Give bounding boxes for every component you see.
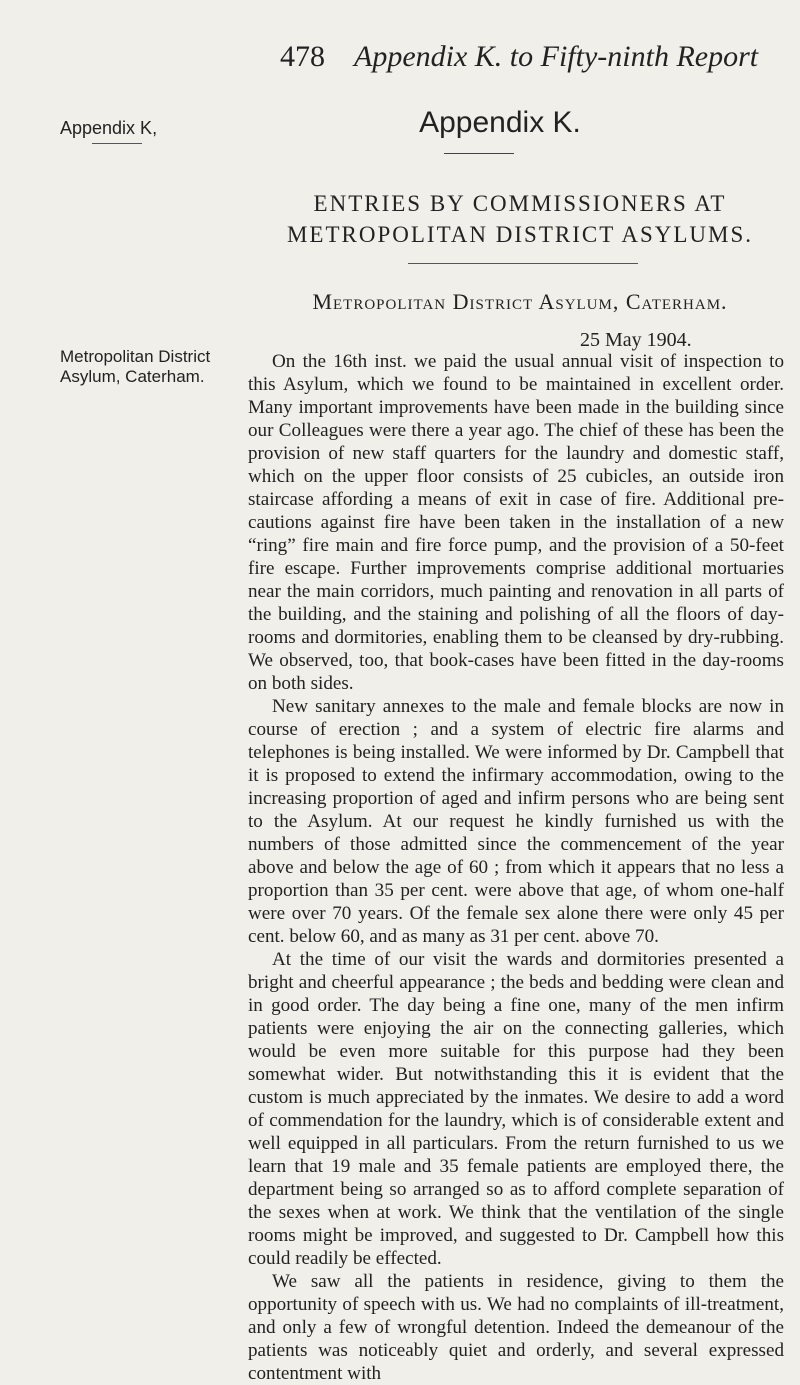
appendix-title: Appendix K.: [419, 106, 581, 139]
running-head: Appendix K. to Fifty-ninth Report: [354, 40, 759, 73]
paragraph: New sanitary annexes to the male and female blocks are now in course of erection ; and a system of electric fire alarms and telephones is being installed. We were informed by Dr. Campbell that it is proposed to extend the infirmary accommodation, owing to the increasing proportion of aged and infirm persons who are being sent to the Asylum. At our request he kindly furnished us with the numbers of those admitted since the commencement of the year above and below the age of 60 ; from which it appears that no less a proportion than 35 per cent. were above that age, of whom one-half were over 70 years. Of the female sex alone there were only 45 per cent. below 60, and as many as 31 per cent. above 70.: [248, 696, 784, 947]
section-heading: ENTRIES BY COMMISSIONERS AT METROPOLITAN DISTRICT ASYLUMS.: [286, 191, 753, 247]
paragraph: On the 16th inst. we paid the usual annual visit of inspection to this Asylum, which we found to be maintained in excellent order. Many important improvements have been made in the building since our Colleagues were there a year ago. The chief of these has been the provision of new staff quarters for the laundry and domestic staff, which on the upper floor consists of 25 cubicles, an outside iron staircase affording a means of exit in case of fire. Additional pre-cautions against fire have been taken in the installation of a new “ring” fire main and fire force pump, and the provision of a 50-feet fire escape. Further improvements comprise additional mortuaries near the main corridors, much painting and renovation in all parts of the building, and the staining and polishing of all the floors of day-rooms and dormitories, enabling them to be cleansed by dry-rubbing. We observed, too, that book-cases have been fitted in the day-rooms on both sides.: [248, 351, 784, 694]
paragraph: At the time of our visit the wards and dormitories presented a bright and cheerful appearance ; the beds and bedding were clean and in good order. The day being a fine one, many of the men infirm patients were enjoying the air on the connecting galleries, which would be even more suitable for this purpose had they been somewhat wider. But notwithstanding this it is evident that the custom is much appreciated by the inmates. We desire to add a word of commendation for the laundry, which is of considerable extent and well equipped in all particulars. From the return furnished to us we learn that 19 male and 35 female patients are employed there, the department being so arranged so as to afford complete separation of the sexes when at work. We think that the ventilation of the single rooms might be improved, and suggested to Dr. Campbell how this could readily be effected.: [248, 949, 784, 1269]
page-number: 478: [280, 40, 325, 73]
entry-date: 25 May 1904.: [580, 329, 692, 351]
heading-divider: [408, 263, 638, 264]
margin-note: Metropolitan District Asylum, Caterham.: [60, 347, 211, 386]
paragraph: We saw all the patients in residence, giving to them the opportunity of speech with us. We had no complaints of ill-treatment, and only a few of wrongful detention. Indeed the demeanour of the patients was noticeably quiet and orderly, and several expressed contentment with: [248, 1271, 784, 1384]
asylum-subheading: Metropolitan District Asylum, Caterham.: [312, 289, 728, 314]
body-text: [248, 350, 784, 1385]
title-divider: [444, 153, 514, 154]
side-divider: [92, 143, 142, 144]
side-heading: Appendix K,: [60, 118, 158, 138]
